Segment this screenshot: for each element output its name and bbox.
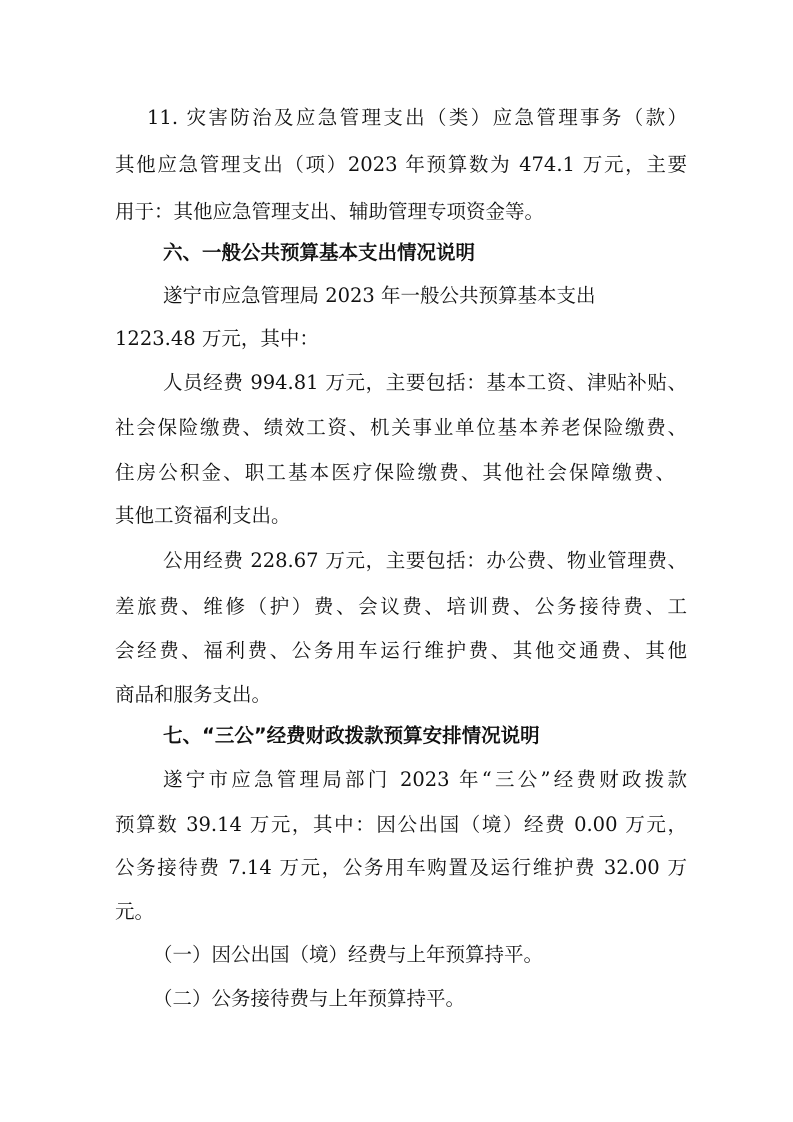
public-line-3: 会经费、福利费、公务用车运行维护费、其他交通费、其他 bbox=[115, 639, 687, 662]
personnel-line-1: 人员经费 994.81 万元，主要包括：基本工资、津贴补贴、 bbox=[163, 371, 687, 394]
section6-title: 六、一般公共预算基本支出情况说明 bbox=[163, 241, 476, 264]
personnel-line-2: 社会保险缴费、绩效工资、机关事业单位基本养老保险缴费、 bbox=[115, 416, 687, 439]
item11-line-1: 11. 灾害防治及应急管理支出（类）应急管理事务（款） bbox=[147, 106, 687, 129]
section6-intro-line-2: 1223.48 万元，其中： bbox=[115, 327, 319, 350]
section7-intro-line-2: 预算数 39.14 万元，其中：因公出国（境）经费 0.00 万元， bbox=[115, 813, 687, 836]
section7-sub-2: （二）公务接待费与上年预算持平。 bbox=[153, 987, 466, 1010]
section7-title: 七、“三公”经费财政拨款预算安排情况说明 bbox=[163, 724, 540, 747]
item11-line-2: 其他应急管理支出（项）2023 年预算数为 474.1 万元，主要 bbox=[115, 153, 687, 176]
public-line-2: 差旅费、维修（护）费、会议费、培训费、公务接待费、工 bbox=[115, 595, 687, 618]
section7-intro-line-1: 遂宁市应急管理局部门 2023 年“三公”经费财政拨款 bbox=[163, 768, 687, 791]
personnel-line-4: 其他工资福利支出。 bbox=[115, 504, 291, 527]
item11-line-3: 用于：其他应急管理支出、辅助管理专项资金等。 bbox=[115, 200, 545, 223]
personnel-line-3: 住房公积金、职工基本医疗保险缴费、其他社会保障缴费、 bbox=[115, 461, 675, 484]
section7-sub-1: （一）因公出国（境）经费与上年预算持平。 bbox=[153, 943, 544, 966]
section6-intro-line-1: 遂宁市应急管理局 2023 年一般公共预算基本支出 bbox=[163, 284, 596, 307]
section7-intro-line-4: 元。 bbox=[115, 900, 155, 923]
public-line-4: 商品和服务支出。 bbox=[115, 683, 272, 706]
section7-intro-line-3: 公务接待费 7.14 万元，公务用车购置及运行维护费 32.00 万 bbox=[115, 856, 687, 879]
public-line-1: 公用经费 228.67 万元，主要包括：办公费、物业管理费、 bbox=[163, 549, 687, 572]
